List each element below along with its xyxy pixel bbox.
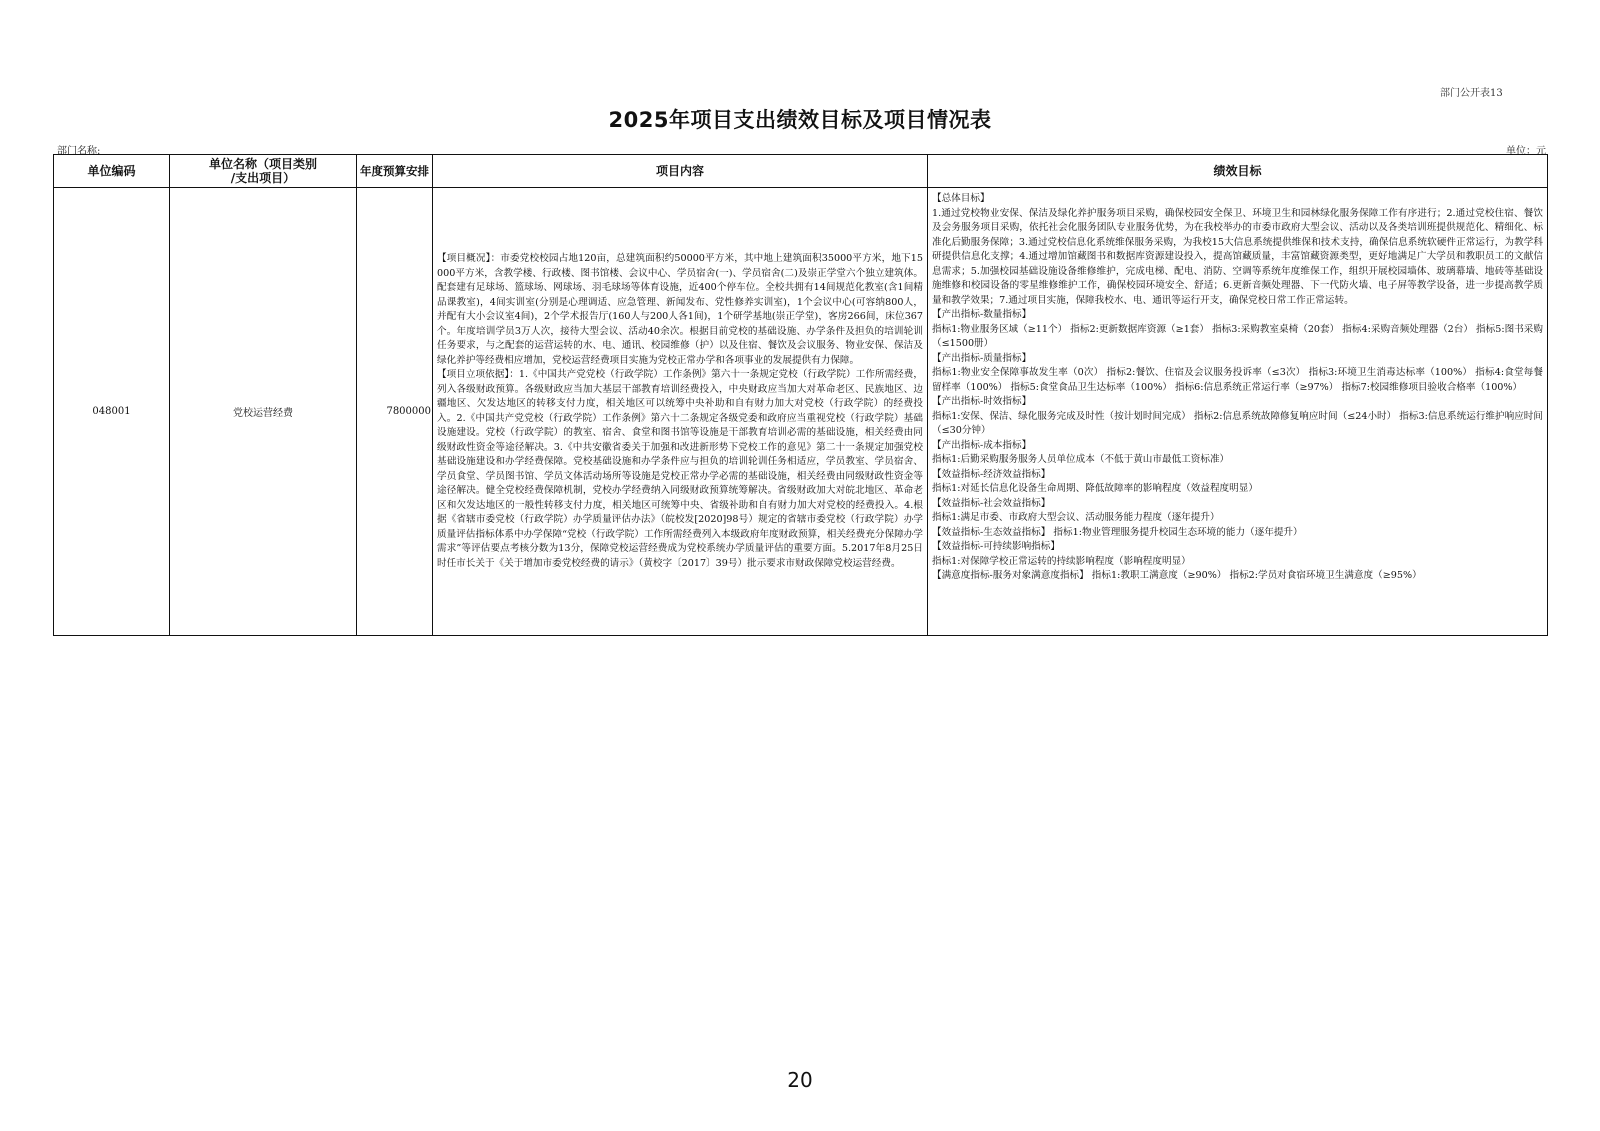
department-label: 部门名称: [57,146,101,157]
header-code: 单位编码 [54,155,170,188]
cell-project-content [433,188,928,636]
goal-line: 指标1:满足市委、市政府大型会议、活动服务能力程度（逐年提升） [932,512,1220,523]
goal-line: 【产出指标-数量指标】 [932,309,1032,320]
table-row [54,188,1548,636]
content-overview: 【项目概况】：市委党校校园占地120亩，总建筑面积约50000平方米，其中地上建筑面积35000平方米，地下15000平方米，含教学楼、行政楼、图书馆楼、会议中心、学员宿舍(一)、学员宿舍(二)及崇正学堂六个独立建筑体。配套建有足球场、篮球场、网球场、羽毛球场等体育设施，近400个停车位。全校共拥有14间规范化教室(含1间精品课教室)，4间实训室(分别是心理调适、应急管理、新闻发布、党性修养实训室)，1个会议中心(可容纳800人，并配有大小会议室4间)，2个学术报告厅(160人与200人各1间)，1个研学基地(崇正学堂)，客房266间，床位367个。年度培训学员3万人次，接待大型会议、活动40余次。根据目前党校的基础设施、办学条件及担负的培训轮训任务要求，与之配套的运营运转的水、电、通讯、校园维修（护）以及住宿、餐饮及会议服务、物业安保、保洁及绿化养护等经费相应增加，党校运营经费项目实施为党校正常办学和各项事业的发展提供有力保障。 [437,253,923,366]
table-header-row [54,155,1548,188]
goal-line: 【效益指标-社会效益指标】 [932,497,1051,509]
goal-line: 指标1:安保、保洁、绿化服务完成及时性（按计划时间完成） 指标2:信息系统故障修复响应时间（≤24小时） 指标3:信息系统运行维护响应时间（≤30分钟） [932,410,1543,436]
header-name-line1: 单位名称（项目类别 [208,157,317,171]
header-content: 项目内容 [433,155,928,188]
goal-line: 指标1:对延长信息化设备生命周期、降低故障率的影响程度（效益程度明显） [932,483,1258,494]
goal-line: 【产出指标-质量指标】 [932,352,1032,364]
goal-line: 指标1:对保障学校正常运转的持续影响程度（影响程度明显） [932,555,1191,567]
unit-label: 单位：元 [1506,146,1546,157]
goal-line: 【效益指标-经济效益指标】 [932,468,1051,480]
goal-line: 【满意度指标-服务对象满意度指标】 指标1:教职工满意度（≥90%） 指标2:学员对食宿环境卫生满意度（≥95%） [932,570,1422,581]
page-number: 20 [787,1068,813,1092]
header-name [170,155,357,188]
goal-line: 指标1:物业服务区域（≥11个） 指标2:更新数据库资源（≥1套） 指标3:采购教室桌椅（20套） 指标4:采购音频处理器（2台） 指标5:图书采购（≤1500册） [932,323,1543,349]
header-name-line2: /支出项目） [230,171,296,185]
header-goal: 绩效目标 [928,155,1548,188]
page-title: 2025年项目支出绩效目标及项目情况表 [608,108,992,132]
goal-line: 1.通过党校物业安保、保洁及绿化养护服务项目采购，确保校园安全保卫、环境卫生和园林绿化服务保障工作有序进行；2.通过党校住宿、餐饮及会务服务项目采购，依托社会化服务团队专业服务优势，为在我校举办的市委市政府大型会议、活动以及各类培训班提供规范化、精细化、标准化后勤服务保障；3.通过党校信息化系统维保服务采购，为我校15大信息系统提供维保和技术支持，确保信息系统软硬件正常运行，为教学科研提供信息化支撑；4.通过增加馆藏图书和数据库资源建设投入，提高馆藏质量，丰富馆藏资源类型，更好地满足广大学员和教职员工的文献信息需求；5.加强校园基础设施设备维修维护，完成电梯、配电、消防、空调等系统年度维保工作，组织开展校园墙体、玻璃幕墙、地砖等基础设施维修和校园设备的零星维修维护工作，确保校园环境安全、舒适；6.更新音频处理器、下一代防火墙、电子屏等教学设备，进一步提高教学质量和教学效果；7.通过项目实施，保障我校水、电、通讯等运行开支，确保党校日常工作正常运转。 [932,207,1543,306]
performance-table [53,154,1548,636]
goal-line: 【产出指标-时效指标】 [932,396,1032,407]
content-basis: 【项目立项依据】：1.《中国共产党党校（行政学院）工作条例》第六十一条规定党校（行政学院）工作所需经费，列入各级财政预算。各级财政应当加大基层干部教育培训经费投入，中央财政应当加大对革命老区、民族地区、边疆地区、欠发达地区的转移支付力度，相关地区可以统筹中央补助和自有财力加大对党校（行政学院）的经费投入。2.《中国共产党党校（行政学院）工作条例》第六十二条规定各级党委和政府应当重视党校（行政学院）基础设施建设。党校（行政学院）的教室、宿舍、食堂和图书馆等设施是干部教育培训必需的基础设施，相关经费由同级财政性资金等途径解决。3.《中共安徽省委关于加强和改进新形势下党校工作的意见》第二十一条规定加强党校基础设施建设和办学经费保障。党校基础设施和办学条件应与担负的培训轮训任务相适应，学员教室、学员宿舍、学员食堂、学员图书馆、学员文体活动场所等设施是党校正常办学必需的基础设施，相关经费由同级财政性资金等途径解决。健全党校经费保障机制，党校办学经费纳入同级财政预算统筹解决。省级财政加大对皖北地区、革命老区和欠发达地区的一般性转移支付力度，相关地区可统筹中央、省级补助和自有财力加大对党校的经费投入。4.根据《省辖市委党校（行政学院）办学质量评估办法》（皖校发[2020]98号）规定的省辖市委党校（行政学院）办学质量评估指标体系中办学保障“党校（行政学院）工作所需经费列入本级政府年度财政预算，相关经费充分保障办学需求”等评估要点考核分数为13分，保障党校运营经费成为党校系统办学质量评估的重要方面。5.2017年8月25日时任市长关于《关于增加市委党校经费的请示》（黄校字〔2017〕39号）批示要求市财政保障党校运营经费。 [437,369,923,569]
cell-project-name: 党校运营经费 [170,188,357,636]
cell-unit-code: 048001 [54,188,170,636]
cell-budget: 7800000 [357,188,433,636]
goal-line: 指标1:后勤采购服务服务人员单位成本（不低于黄山市最低工资标准） [932,454,1230,465]
cell-performance-goal [928,188,1548,636]
goal-line: 【产出指标-成本指标】 [932,439,1032,451]
goal-line: 【效益指标-生态效益指标】 指标1:物业管理服务提升校园生态环境的能力（逐年提升） [932,526,1303,538]
form-number: 部门公开表13 [1440,88,1503,99]
goal-line: 指标1:物业安全保障事故发生率（0次） 指标2:餐饮、住宿及会议服务投诉率（≤3次） 指标3:环境卫生消毒达标率（100%） 指标4:食堂每餐留样率（100%） 指标5:食堂食品卫生达标率（100%） 指标6:信息系统正常运行率（≥97%） 指标7:校园维修项目验收合格率（100%） [932,367,1543,393]
goal-line: 【总体目标】 [932,193,990,204]
header-budget: 年度预算安排 [357,155,433,188]
goal-line: 【效益指标-可持续影响指标】 [932,541,1060,552]
